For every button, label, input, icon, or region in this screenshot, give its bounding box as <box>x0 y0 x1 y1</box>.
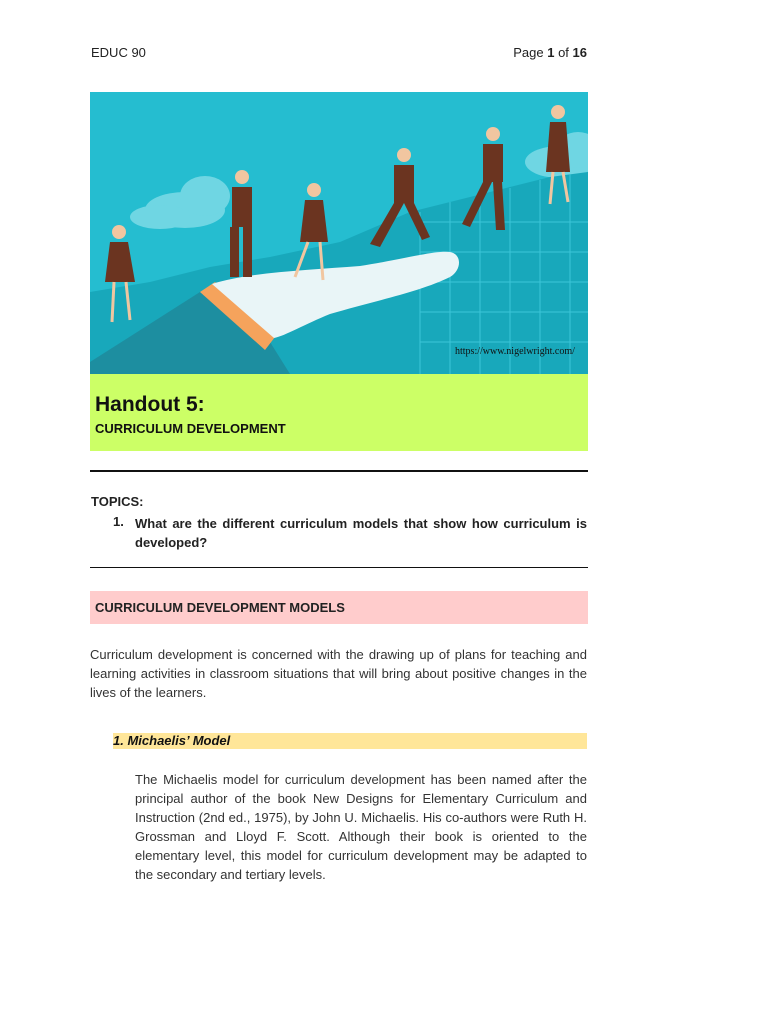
page-indicator <box>513 45 587 60</box>
page-current: 1 <box>547 45 555 60</box>
career-ladder-illustration <box>90 92 588 374</box>
page-of: of <box>558 45 569 60</box>
topics-label: TOPICS: <box>91 494 144 509</box>
handout-subtitle: CURRICULUM DEVELOPMENT <box>95 421 286 436</box>
model-heading: 1. Michaelis’ Model <box>113 733 231 748</box>
divider-top <box>90 470 588 472</box>
topic-number: 1. <box>113 514 124 529</box>
divider-bottom <box>90 567 588 568</box>
course-code: EDUC 90 <box>91 45 146 60</box>
page-word: Page <box>513 45 544 60</box>
banner-illustration <box>90 92 588 374</box>
topic-text: What are the different curriculum models that show how curriculum is developed? <box>135 516 587 550</box>
image-credit: https://www.nigelwright.com/ <box>455 346 575 357</box>
page-total: 16 <box>572 45 587 60</box>
handout-title: Handout 5: <box>95 393 205 416</box>
intro-paragraph: Curriculum development is concerned with the drawing up of plans for teaching and learning activities in classroom situations that will bring about positive changes in the lives of the learners. <box>90 647 587 700</box>
section-heading: CURRICULUM DEVELOPMENT MODELS <box>95 600 345 615</box>
model-paragraph: The Michaelis model for curriculum development has been named after the principal author of the book New Designs for Elementary Curriculum and Instruction (2nd ed., 1975), by John U. Michaelis. His co-authors were Ruth H. Grossman and Lloyd F. Scott. Although their book is oriented to the elementary level, this model for curriculum development may be adapted to the secondary and tertiary levels. <box>135 772 587 882</box>
